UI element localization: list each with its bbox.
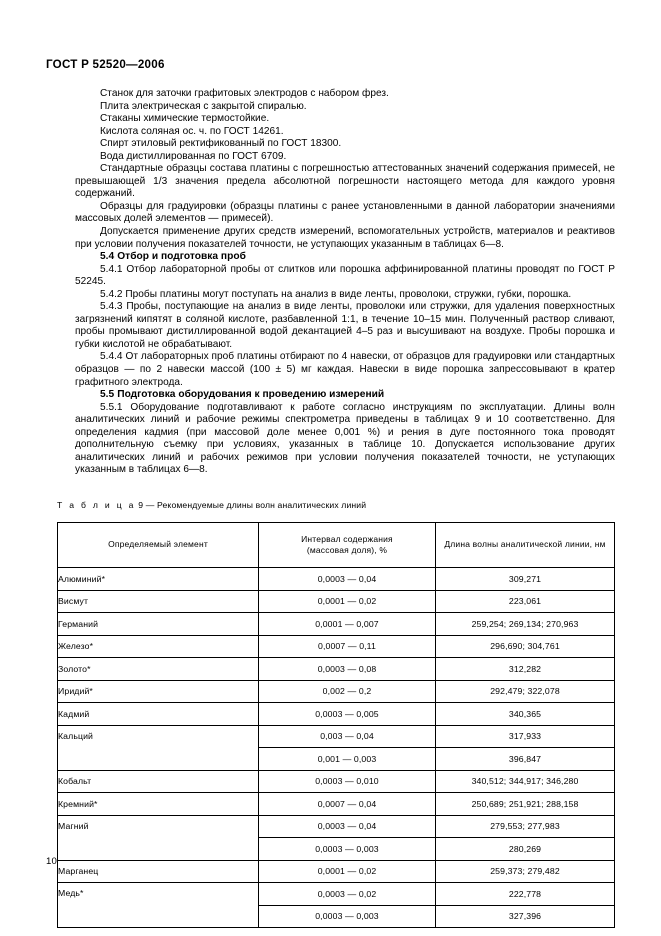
cell-wavelength: 280,269 — [436, 838, 615, 861]
cell-element: Висмут — [58, 590, 259, 613]
cell-element: Кадмий — [58, 703, 259, 726]
cell-range: 0,003 — 0,04 — [259, 725, 436, 748]
cell-wavelength: 296,690; 304,761 — [436, 635, 615, 658]
cell-element: Кобальт — [58, 770, 259, 793]
cell-wavelength: 340,512; 344,917; 346,280 — [436, 770, 615, 793]
cell-range: 0,0007 — 0,11 — [259, 635, 436, 658]
section-number-5-4: 5.4 — [100, 251, 115, 263]
page-number: 10 — [46, 856, 58, 867]
column-header-range-line1: Интервал содержания — [301, 533, 393, 544]
paragraph-5-4-1: 5.4.1 Отбор лабораторной пробы от слитков или порошка аффинированной платины проводят по ГОСТ Р 52245. — [75, 263, 615, 288]
cell-wavelength: 396,847 — [436, 748, 615, 771]
equipment-item: Стаканы химические термостойкие. — [100, 113, 270, 125]
table-caption-rest: 9 — Рекомендуемые длины волн аналитических линий — [138, 500, 367, 510]
cell-wavelength: 309,271 — [436, 568, 615, 591]
section-title-5-5: Подготовка оборудования к проведению измерений — [117, 389, 385, 401]
cell-range: 0,0003 — 0,005 — [259, 703, 436, 726]
column-header-range — [259, 523, 436, 568]
body-text-column — [75, 88, 615, 477]
table-header-row — [58, 523, 615, 568]
column-header-element — [58, 523, 259, 568]
equipment-item: Станок для заточки графитовых электродов с набором фрез. — [100, 88, 389, 99]
table-row — [58, 725, 615, 748]
cell-wavelength: 312,282 — [436, 658, 615, 681]
cell-wavelength: 222,778 — [436, 883, 615, 906]
cell-wavelength: 317,933 — [436, 725, 615, 748]
cell-range: 0,0001 — 0,02 — [259, 860, 436, 883]
cell-range: 0,0003 — 0,02 — [259, 883, 436, 906]
section-number-5-5: 5.5 — [100, 389, 115, 401]
table-row — [58, 815, 615, 838]
table-9-caption — [57, 500, 366, 510]
table-row — [58, 770, 615, 793]
paragraph-5-5-1: 5.5.1 Оборудование подготавливают к работе согласно инструкциям по эксплуатации. Длины волн аналитических линий и рабочие режимы спектрометра приведены в таблицах 9 и 10 соответственно. Для определения кадмия (при массовой доле менее 0,001 %) и рения в дуге постоянного тока проводят дополнительную съемку при условиях, указанных в таблице 10. Допускается использование других аналитических линий и рабочих режимов при условии получения показателей точности, не уступающих указанным в таблицах 6—8. — [75, 401, 615, 476]
cell-range: 0,001 — 0,003 — [259, 748, 436, 771]
cell-range: 0,0003 — 0,003 — [259, 905, 436, 928]
table-header — [58, 523, 615, 568]
cell-wavelength: 327,396 — [436, 905, 615, 928]
equipment-item: Вода дистиллированная по ГОСТ 6709. — [100, 150, 287, 162]
table-row — [58, 590, 615, 613]
cell-element: Алюминий* — [58, 568, 259, 591]
cell-range: 0,0003 — 0,04 — [259, 815, 436, 838]
table-row — [58, 703, 615, 726]
table-row — [58, 680, 615, 703]
cell-wavelength: 340,365 — [436, 703, 615, 726]
column-header-wavelength-line1: Длина волны аналитической линии, нм — [444, 539, 606, 550]
cell-element: Медь* — [58, 883, 259, 928]
table-body — [58, 568, 615, 928]
cell-wavelength: 259,373; 279,482 — [436, 860, 615, 883]
section-title-5-4: Отбор и подготовка проб — [117, 251, 246, 263]
cell-wavelength: 259,254; 269,134; 270,963 — [436, 613, 615, 636]
column-header-range-line2: (массовая доля), % — [306, 545, 388, 555]
cell-wavelength: 292,479; 322,078 — [436, 680, 615, 703]
table-9-wavelengths — [57, 522, 615, 928]
cell-range: 0,0003 — 0,08 — [259, 658, 436, 681]
section-heading-5-4 — [75, 251, 615, 264]
cell-element: Иридий* — [58, 680, 259, 703]
cell-range: 0,0001 — 0,007 — [259, 613, 436, 636]
paragraph-other-means: Допускается применение других средств измерений, вспомогательных устройств, материалов и реактивов при условии получения показателей точности, не уступающих указанным в таблицах 6—8. — [75, 226, 615, 250]
cell-element: Кремний* — [58, 793, 259, 816]
paragraph-calibration-samples: Образцы для градуировки (образцы платины с ранее установленными в данной лаборатории значениями массовых долей элементов — примесей). — [75, 200, 615, 225]
equipment-item: Плита электрическая с закрытой спиралью. — [100, 100, 307, 112]
cell-element: Кальций — [58, 725, 259, 770]
table-row — [58, 568, 615, 591]
cell-range: 0,0003 — 0,010 — [259, 770, 436, 793]
table-row — [58, 883, 615, 906]
cell-wavelength: 250,689; 251,921; 288,158 — [436, 793, 615, 816]
cell-range: 0,0001 — 0,02 — [259, 590, 436, 613]
table-row — [58, 613, 615, 636]
paragraph-5-4-3: 5.4.3 Пробы, поступающие на анализ в виде ленты, проволоки или стружки, для удаления поверхностных загрязнений кипятят в соляной кислоте, разбавленной 1:1, в течение 10–15 мин. Полученный раствор сливают, пробы промывают дистиллированной водой декантацией 4–5 раз и высушивают на воздухе. Пробы порошка и губки кислотой не обрабатывают. — [75, 301, 615, 350]
cell-wavelength: 279,553; 277,983 — [436, 815, 615, 838]
cell-range: 0,0003 — 0,04 — [259, 568, 436, 591]
document-header: ГОСТ Р 52520—2006 — [46, 58, 165, 71]
cell-element: Марганец — [58, 860, 259, 883]
cell-element: Магний — [58, 815, 259, 860]
table-caption-word: Т а б л и ц а — [57, 500, 136, 510]
table-row — [58, 658, 615, 681]
paragraph-standard-samples: Стандартные образцы состава платины с погрешностью аттестованных значений содержания примесей, не превышающей 1/3 значения предела абсолютной погрешности настоящего метода для каждого уровня содержаний. — [75, 163, 615, 200]
table-row — [58, 793, 615, 816]
section-heading-5-5 — [75, 389, 615, 402]
paragraph-5-4-4: 5.4.4 От лабораторных проб платины отбирают по 4 навески, от образцов для градуировки или стандартных образцов — по 2 навески массой (100 ± 5) мг каждая. Навески в виде порошка запрессовывают в кратер графитного электрода. — [75, 351, 615, 388]
table-row — [58, 635, 615, 658]
cell-range: 0,0007 — 0,04 — [259, 793, 436, 816]
cell-element: Германий — [58, 613, 259, 636]
column-header-element-line1: Определяемый элемент — [108, 539, 208, 550]
cell-element: Золото* — [58, 658, 259, 681]
cell-range: 0,0003 — 0,003 — [259, 838, 436, 861]
equipment-item: Спирт этиловый ректификованный по ГОСТ 18300. — [100, 138, 342, 150]
table-row — [58, 860, 615, 883]
cell-wavelength: 223,061 — [436, 590, 615, 613]
equipment-item: Кислота соляная ос. ч. по ГОСТ 14261. — [100, 125, 284, 137]
cell-range: 0,002 — 0,2 — [259, 680, 436, 703]
paragraph-5-4-2: 5.4.2 Пробы платины могут поступать на анализ в виде ленты, проволоки, стружки, губки, порошка. — [100, 288, 572, 300]
cell-element: Железо* — [58, 635, 259, 658]
column-header-wavelength — [436, 523, 615, 568]
